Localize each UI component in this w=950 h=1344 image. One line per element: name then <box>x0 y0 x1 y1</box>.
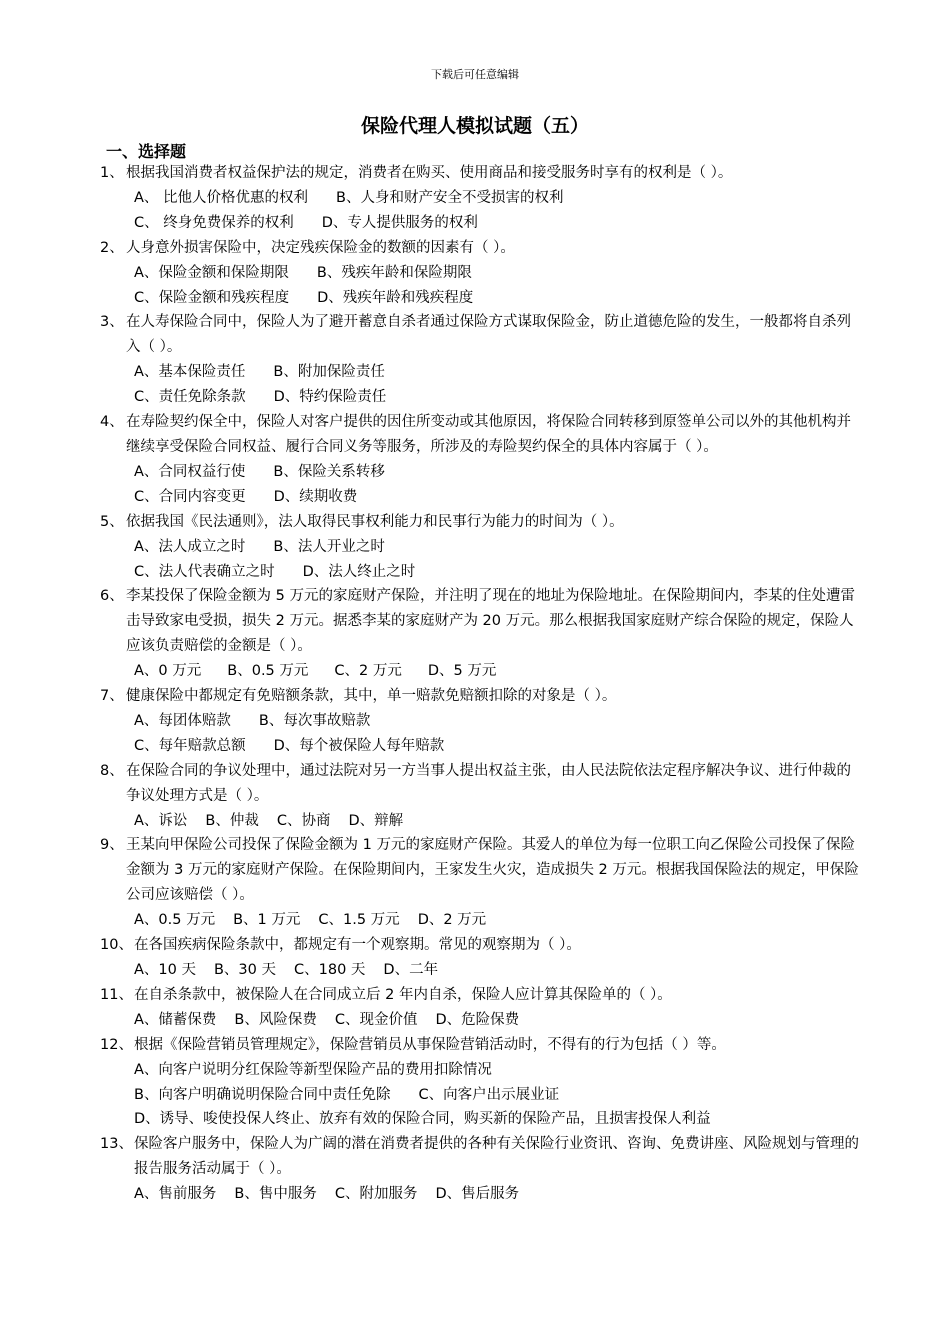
answer-option: C、每年赔款总额 <box>134 737 246 754</box>
answer-option: B、0.5 万元 <box>227 663 309 680</box>
option-line <box>100 734 860 759</box>
option-line <box>100 1083 860 1108</box>
question-text: 在寿险契约保全中，保险人对客户提供的因住所变动或其他原因，将保险合同转移到原签单公司以外的其他机构并继续享受保险合同权益、履行合同义务等服务，所涉及的寿险契约保全的具体内容属于（ ）。 <box>126 414 851 455</box>
option-line <box>100 1058 860 1083</box>
answer-option: D、二年 <box>383 962 439 978</box>
answer-option: B、人身和财产安全不受损害的权利 <box>336 189 564 206</box>
question-number: 4、 <box>100 414 124 431</box>
option-line <box>100 1107 860 1132</box>
question-text: 根据《保险营销员管理规定》，保险营销员从事保险营销活动时，不得有的行为包括（ ）等。 <box>134 1036 726 1053</box>
question-number: 9、 <box>100 837 124 854</box>
page-header: 下载后可任意编辑 <box>431 68 519 81</box>
answer-option: B、每次事故赔款 <box>258 712 371 729</box>
question-6 <box>100 584 860 659</box>
answer-option: D、诱导、唆使投保人终止、放弃有效的保险合同，购买新的保险产品，且损害投保人利益 <box>134 1111 711 1128</box>
option-line <box>100 659 860 684</box>
answer-option: B、30 天 <box>213 962 276 978</box>
question-number: 10、 <box>100 937 133 954</box>
answer-option: B、保险关系转移 <box>273 463 385 480</box>
option-line <box>100 1008 860 1033</box>
option-line <box>100 385 860 410</box>
answer-option: C、责任免除条款 <box>134 389 246 406</box>
answer-option: B、售中服务 <box>234 1186 317 1203</box>
question-13 <box>100 1132 860 1182</box>
question-1 <box>100 161 860 186</box>
answer-option: B、法人开业之时 <box>273 538 385 555</box>
answer-option: A、储蓄保费 <box>134 1011 217 1028</box>
option-line <box>100 535 860 560</box>
question-2 <box>100 236 860 261</box>
question-text: 保险客户服务中，保险人为广阔的潜在消费者提供的各种有关保险行业资讯、咨询、免费讲座、风险规划与管理的报告服务活动属于（ ）。 <box>134 1136 859 1178</box>
option-line <box>100 360 860 385</box>
answer-option: A、0.5 万元 <box>134 912 216 929</box>
option-line <box>100 1182 860 1207</box>
answer-option: C、附加服务 <box>334 1186 418 1203</box>
answer-option: D、特约保险责任 <box>273 389 387 406</box>
answer-option: D、专人提供服务的权利 <box>321 214 478 231</box>
answer-option: A、保险金额和保险期限 <box>134 264 289 281</box>
answer-option: D、危险保费 <box>435 1011 520 1028</box>
question-4 <box>100 410 860 460</box>
question-text: 李某投保了保险金额为 5 万元的家庭财产保险，并注明了现在的地址为保险地址。在保险期间内，李某的住处遭雷击导致家电受损，损失 2 万元。据悉李某的家庭财产为 20 万元。那么根据我国家庭财产综合保险的规定，保险人应该负责赔偿的金额是（ ）。 <box>126 588 855 655</box>
answer-option: A、每团体赔款 <box>134 712 231 729</box>
answer-option: D、法人终止之时 <box>302 563 416 580</box>
question-text: 在人寿保险合同中，保险人为了避开蓄意自杀者通过保险方式谋取保险金，防止道德危险的发生，一般都将自杀列入（ ）。 <box>126 314 851 356</box>
option-line <box>100 211 860 236</box>
question-number: 5、 <box>100 513 124 530</box>
question-11 <box>100 983 860 1008</box>
question-8 <box>100 759 860 809</box>
answer-option: A、基本保险责任 <box>134 364 246 381</box>
answer-option: B、残疾年龄和保险期限 <box>316 264 472 281</box>
question-text: 人身意外损害保险中，决定残疾保险金的数额的因素有（ ）。 <box>126 239 515 256</box>
question-number: 13、 <box>100 1136 133 1153</box>
answer-option: C、合同内容变更 <box>134 488 246 505</box>
option-line <box>100 186 860 211</box>
page-title: 保险代理人模拟试题（五） <box>360 115 589 137</box>
answer-option: C、协商 <box>276 812 331 829</box>
answer-option: D、续期收费 <box>273 488 358 505</box>
answer-option: A、 比他人价格优惠的权利 <box>134 189 309 206</box>
question-5 <box>100 510 860 535</box>
answer-option: B、仲裁 <box>205 812 259 829</box>
answer-option: B、向客户明确说明保险合同中责任免除 <box>134 1086 391 1103</box>
answer-option: C、2 万元 <box>334 663 402 680</box>
option-line <box>100 809 860 834</box>
question-12 <box>100 1033 860 1058</box>
answer-option: A、向客户说明分红保险等新型保险产品的费用扣除情况 <box>134 1061 492 1078</box>
answer-option: A、10 天 <box>134 962 196 978</box>
answer-option: B、1 万元 <box>233 912 301 929</box>
question-number: 3、 <box>100 314 124 331</box>
question-text: 在各国疾病保险条款中，都规定有一个观察期。常见的观察期为（ ）。 <box>134 937 581 954</box>
answer-option: C、1.5 万元 <box>318 912 400 929</box>
answer-option: D、残疾年龄和残疾程度 <box>317 289 474 306</box>
answer-option: C、 终身免费保养的权利 <box>134 214 294 231</box>
answer-option: C、法人代表确立之时 <box>134 563 275 580</box>
option-line <box>100 286 860 311</box>
question-number: 7、 <box>100 688 124 705</box>
answer-option: D、2 万元 <box>417 912 487 929</box>
question-text: 在自杀条款中，被保险人在合同成立后 2 年内自杀，保险人应计算其保险单的（ ）。 <box>134 986 672 1003</box>
answer-option: B、附加保险责任 <box>273 364 385 381</box>
answer-option: A、0 万元 <box>134 663 202 680</box>
question-number: 11、 <box>100 986 133 1003</box>
answer-option: C、保险金额和残疾程度 <box>134 289 290 306</box>
option-line <box>100 261 860 286</box>
question-7 <box>100 684 860 709</box>
question-number: 2、 <box>100 239 124 256</box>
question-9 <box>100 833 860 908</box>
answer-option: D、5 万元 <box>427 663 497 680</box>
answer-option: C、向客户出示展业证 <box>418 1086 560 1103</box>
question-text: 依据我国《民法通则》，法人取得民事权利能力和民事行为能力的时间为（ ）。 <box>126 513 624 530</box>
option-line <box>100 460 860 485</box>
option-line <box>100 560 860 585</box>
question-10 <box>100 933 860 958</box>
answer-option: A、合同权益行使 <box>134 463 246 480</box>
question-text: 在保险合同的争议处理中，通过法院对另一方当事人提出权益主张，由人民法院依法定程序解决争议、进行仲裁的争议处理方式是（ ）。 <box>126 762 851 804</box>
question-list <box>100 161 860 1207</box>
question-number: 6、 <box>100 588 124 605</box>
question-number: 8、 <box>100 762 124 779</box>
question-text: 王某向甲保险公司投保了保险金额为 1 万元的家庭财产保险。其爱人的单位为每一位职工向乙保险公司投保了保险金额为 3 万元的家庭财产保险。在保险期间内，王家发生火灾，造成损失 2 万元。根据我国保险法的规定，甲保险公司应该赔偿（ ）。 <box>126 837 859 904</box>
section-heading: 一、选择题 <box>106 142 187 161</box>
answer-option: A、诉讼 <box>134 812 188 829</box>
answer-option: D、辩解 <box>348 812 404 829</box>
option-line <box>100 485 860 510</box>
answer-option: C、180 天 <box>294 962 366 978</box>
answer-option: D、每个被保险人每年赔款 <box>273 737 445 754</box>
option-line <box>100 709 860 734</box>
answer-option: A、法人成立之时 <box>134 538 246 555</box>
question-number: 12、 <box>100 1036 133 1053</box>
question-3 <box>100 310 860 360</box>
question-text: 健康保险中都规定有免赔额条款，其中，单一赔款免赔额扣除的对象是（ ）。 <box>126 688 617 705</box>
answer-option: D、售后服务 <box>435 1186 520 1203</box>
question-text: 根据我国消费者权益保护法的规定，消费者在购买、使用商品和接受服务时享有的权利是（ ）。 <box>126 165 733 181</box>
option-line <box>100 958 860 983</box>
option-line <box>100 908 860 933</box>
answer-option: C、现金价值 <box>334 1011 418 1028</box>
answer-option: A、售前服务 <box>134 1186 217 1203</box>
answer-option: B、风险保费 <box>234 1011 317 1028</box>
question-number: 1、 <box>100 165 124 181</box>
